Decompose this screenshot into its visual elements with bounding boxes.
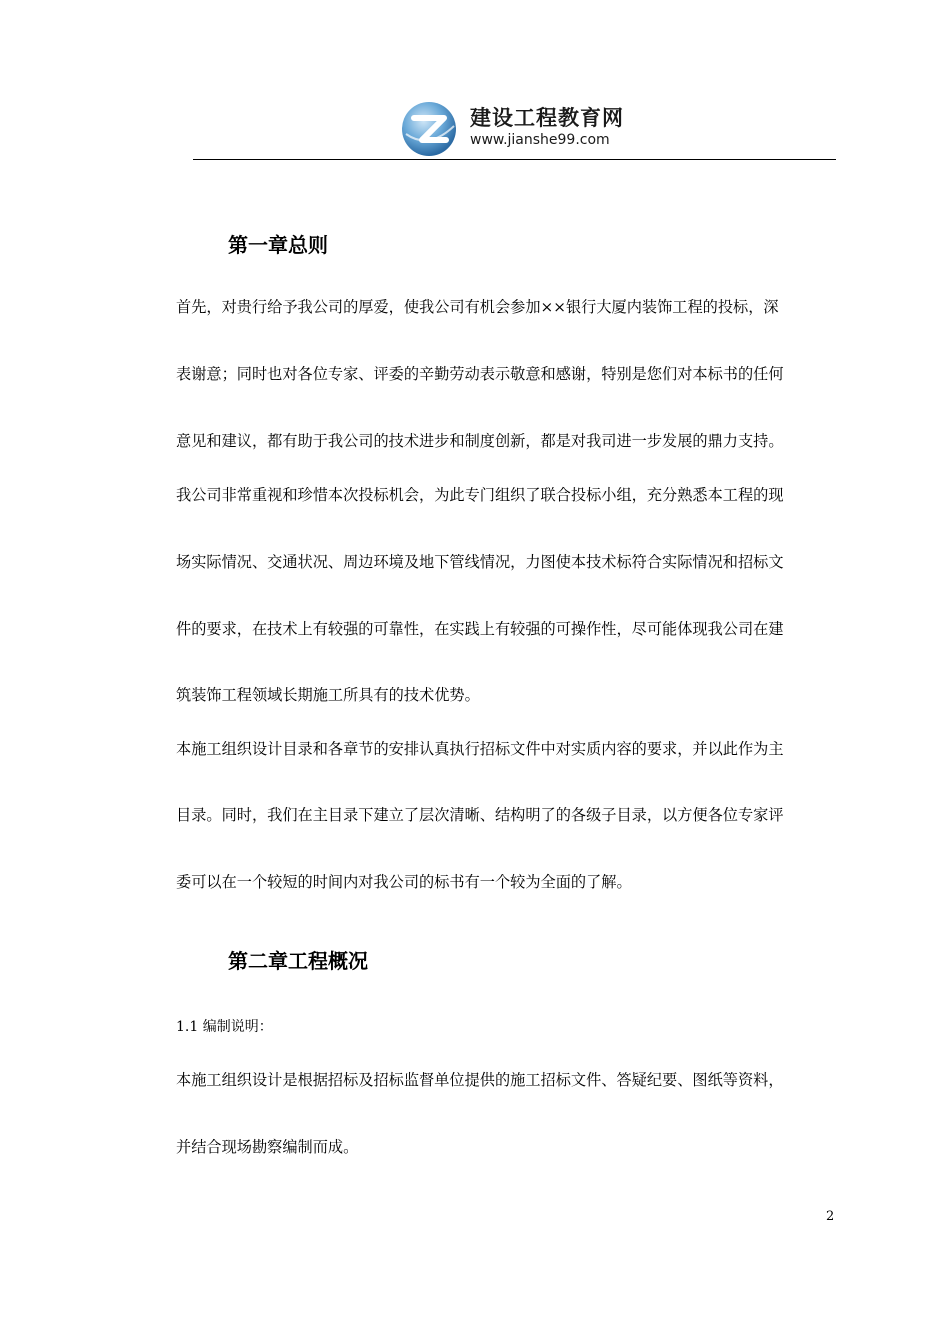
page-header	[0, 96, 950, 160]
paragraph-line: 首先，对贵行给予我公司的厚爱，使我公司有机会参加××银行大厦内装饰工程的投标，深	[176, 298, 779, 316]
paragraph-line: 意见和建议，都有助于我公司的技术进步和制度创新，都是对我司进一步发展的鼎力支持。	[176, 432, 784, 450]
z-globe-logo-icon	[400, 100, 458, 158]
header-divider	[193, 159, 836, 160]
paragraph-line: 表谢意；同时也对各位专家、评委的辛勤劳动表示敬意和感谢，特别是您们对本标书的任何	[176, 365, 784, 383]
site-name: 建设工程教育网	[470, 106, 624, 130]
paragraph-line: 本施工组织设计目录和各章节的安排认真执行招标文件中对实质内容的要求，并以此作为主	[176, 740, 784, 758]
paragraph-line: 件的要求，在技术上有较强的可靠性，在实践上有较强的可操作性，尽可能体现我公司在建	[176, 620, 784, 638]
page-number: 2	[826, 1209, 835, 1224]
chapter-1-title: 第一章总则	[228, 233, 328, 257]
paragraph-line: 本施工组织设计是根据招标及招标监督单位提供的施工招标文件、答疑纪要、图纸等资料，	[176, 1071, 784, 1089]
paragraph-line: 我公司非常重视和珍惜本次投标机会，为此专门组织了联合投标小组，充分熟悉本工程的现	[176, 486, 784, 504]
paragraph-line: 场实际情况、交通状况、周边环境及地下管线情况，力图使本技术标符合实际情况和招标文	[176, 553, 784, 571]
paragraph-line: 委可以在一个较短的时间内对我公司的标书有一个较为全面的了解。	[176, 873, 632, 891]
paragraph-line: 目录。同时，我们在主目录下建立了层次清晰、结构明了的各级子目录，以方便各位专家评	[176, 806, 784, 824]
section-heading: 1.1 编制说明：	[176, 1019, 273, 1035]
paragraph-line: 筑装饰工程领域长期施工所具有的技术优势。	[176, 686, 480, 704]
chapter-2-title: 第二章工程概况	[228, 949, 368, 973]
site-url: www.jianshe99.com	[470, 132, 610, 148]
paragraph-line: 并结合现场勘察编制而成。	[176, 1138, 359, 1156]
